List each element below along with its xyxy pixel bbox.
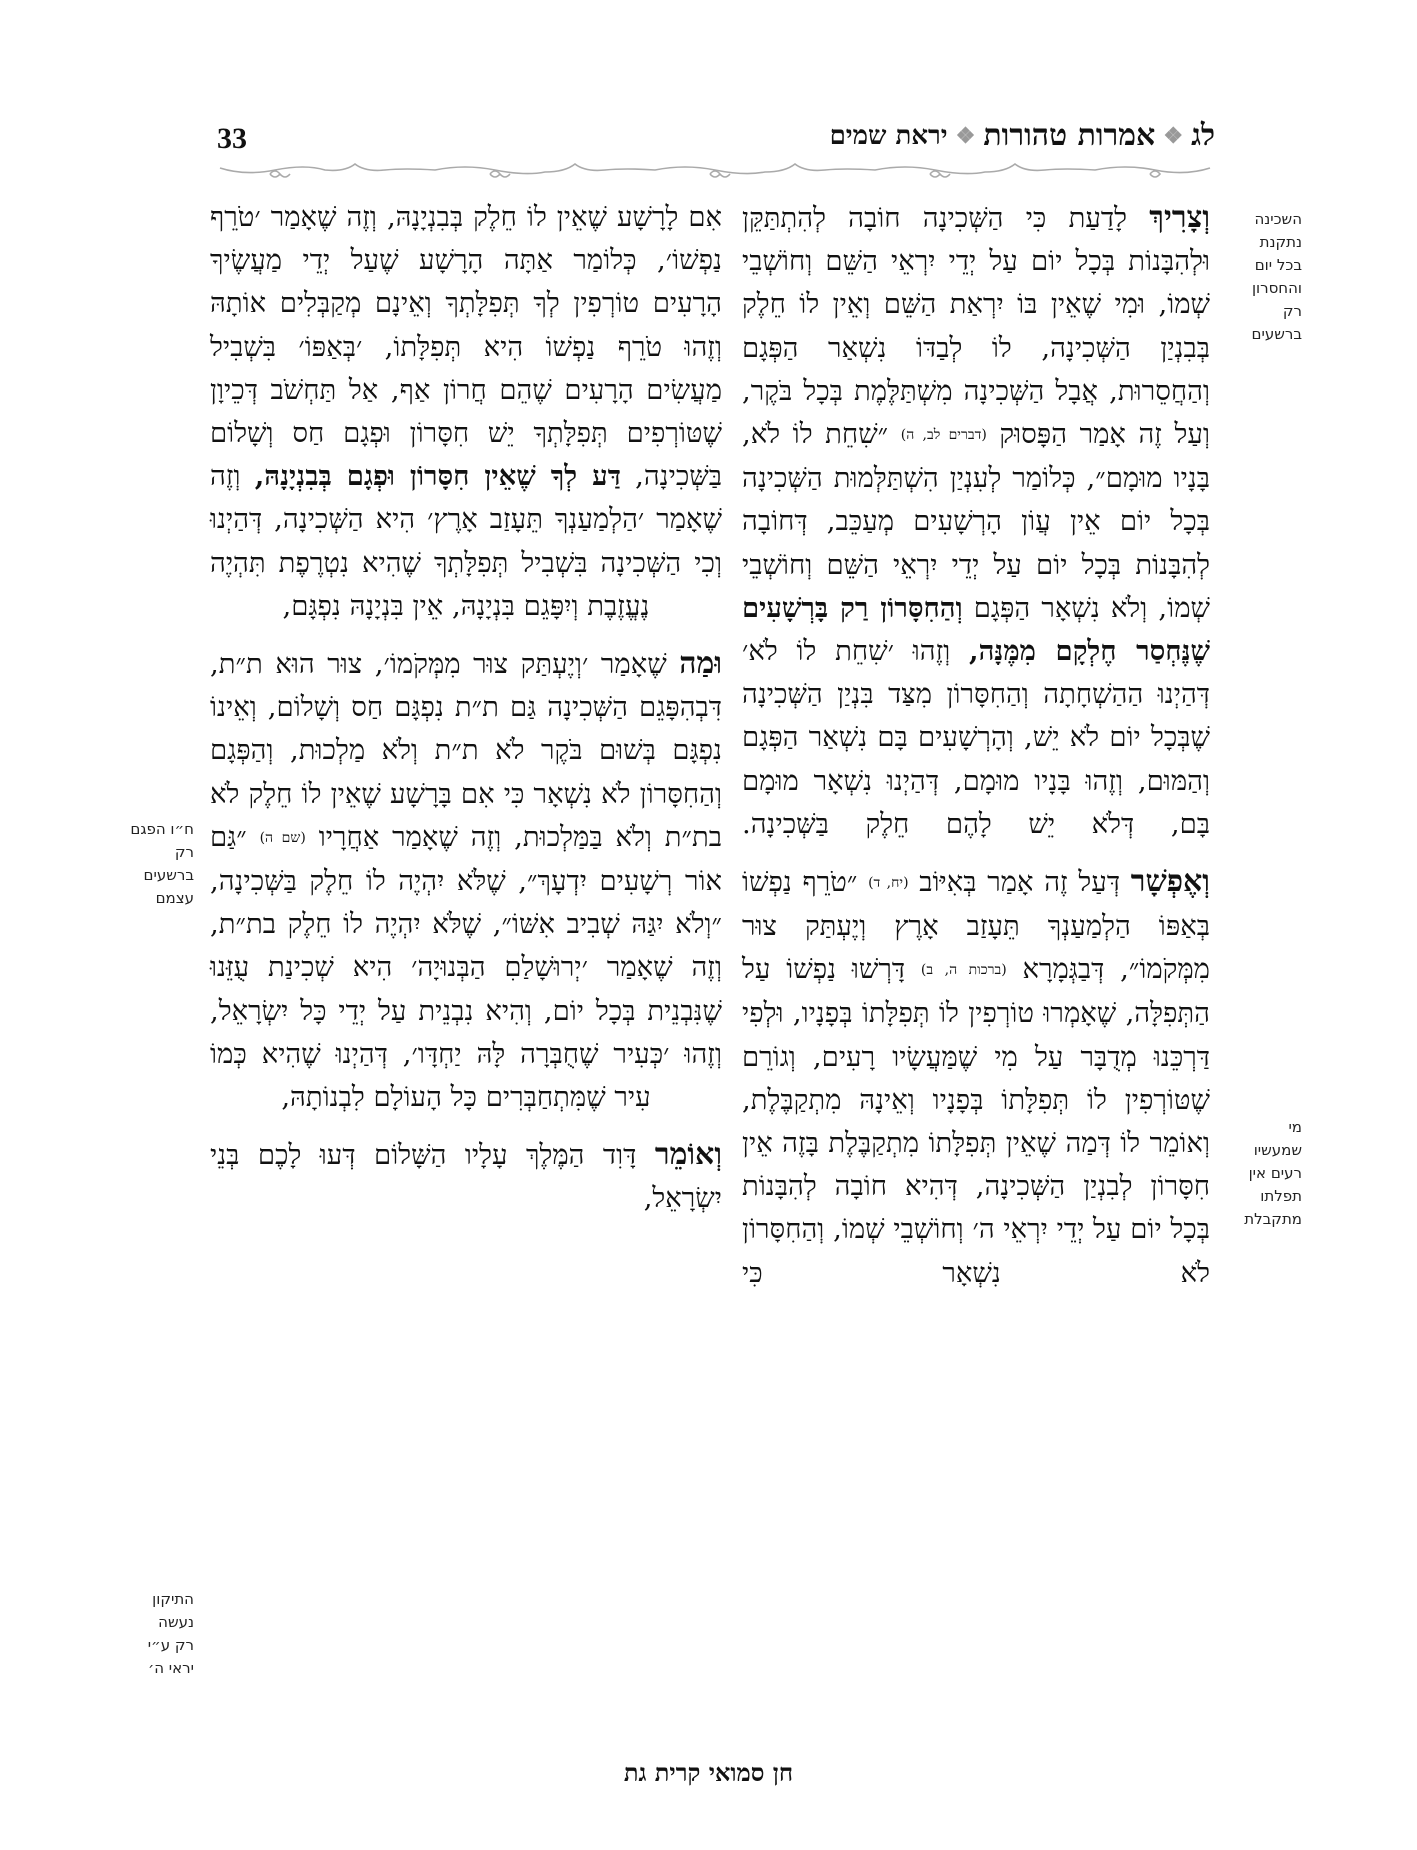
paragraph-lead-word: וְאֶפְשָׁר bbox=[1130, 863, 1210, 899]
paragraph bbox=[210, 1133, 722, 1220]
page-header bbox=[205, 118, 1215, 158]
emphasized-phrase: דַּע לְךָ שֶׁאֵין חִסָּרוֹן וּפְגָם בְּבִנְיָנָהּ, bbox=[254, 460, 621, 493]
hebrew-page-number: לג bbox=[1191, 118, 1215, 153]
margin-note-line: רק bbox=[174, 843, 194, 861]
margin-note-line: ח״ו הפגם bbox=[130, 820, 194, 838]
paragraph bbox=[210, 642, 722, 1119]
paragraph-text: וְזֶה שֶׁאָמַר ׳הַלְמַעַנְךָ תֵּעָזַב אָרֶץ׳ הִיא הַשְּׁכִינָה, דְּהַיְנוּ וְכִי הַשְּׁכִינָה בִּשְׁבִיל תְּפִלָּתְךָ שֶׁהִיא נִטְרֶפֶת תִּהְיֶה נֶעֱזֶבֶת וְיִפָּגֵם בִּנְיָנָהּ, אֵין בִּנְיָנָהּ נִפְגָּם, bbox=[210, 460, 722, 622]
margin-note-line: רעים אין bbox=[1248, 1164, 1302, 1182]
margin-note-line: שמעשיו bbox=[1253, 1141, 1302, 1159]
main-column-right bbox=[742, 196, 1210, 1309]
margin-note-line: רק ע״י bbox=[147, 1636, 194, 1654]
margin-note bbox=[1220, 1116, 1302, 1231]
source-reference: (שם ה) bbox=[259, 829, 306, 846]
margin-note-line: מתקבלת bbox=[1244, 1210, 1302, 1228]
margin-note-line: והחסרון bbox=[1251, 279, 1302, 297]
margin-note bbox=[100, 1588, 194, 1680]
book-title: אמרות טהורות bbox=[983, 118, 1156, 153]
margin-note-line: נתקנת bbox=[1259, 233, 1302, 251]
margin-note-line: רק bbox=[1282, 302, 1302, 320]
paragraph-text: אִם לָרָשָׁע שֶׁאֵין לוֹ חֵלֶק בְּבִנְיָנָהּ, וְזֶה שֶׁאָמַר ׳טֹרֵף נַפְשׁוֹ׳, כְּלוֹמַר אַתָּה הָרָשָׁע שֶׁעַל יְדֵי מַעֲשֶׂיךָ הָרָעִים טוֹרְפִין לְךָ תְּפִלָּתְךָ וְאֵינָם מְקַבְּלִים אוֹתָהּ וְזֶהוּ טֹרֵף נַפְשׁוֹ הִיא תְּפִלָּתוֹ, ׳בְּאַפּוֹ׳ בִּשְׁבִיל מַעֲשִׂים הָרָעִים שֶׁהֵם חֲרוֹן אַף, אַל תַּחְשֹׁב דְּכֵיוָן שֶׁטּוֹרְפִים תְּפִלָּתְךָ יֵשׁ חִסָּרוֹן וּפְגָם חַס וְשָׁלוֹם בַּשְּׁכִינָה, bbox=[210, 201, 722, 493]
margin-note-line: עצמם bbox=[155, 889, 194, 907]
ornament-icon: ❖ bbox=[955, 122, 976, 149]
main-column-left bbox=[210, 196, 722, 1235]
section-title: יראת שמים bbox=[829, 120, 948, 151]
paragraph-text: דְּעַל זֶה אָמַר בְּאִיּוֹב bbox=[919, 865, 1121, 898]
paragraph-lead-word: וּמַה bbox=[679, 646, 722, 682]
ornament-icon: ❖ bbox=[1163, 122, 1184, 149]
margin-note-line: מי bbox=[1288, 1118, 1302, 1136]
margin-note-line: בכל יום bbox=[1254, 256, 1302, 274]
margin-note-line: נעשה bbox=[158, 1613, 194, 1631]
paragraph-text: ״טֹרֵף נַפְשׁוֹ בְּאַפּוֹ הַלְמַעַנְךָ תֵּעָזַב אָרֶץ וְיֶעְתַּק צוּר מִמְּקֹמוֹ״, דְּבַגְּמָרָא bbox=[742, 865, 1210, 986]
running-title bbox=[830, 118, 1215, 153]
decorative-border-icon bbox=[215, 160, 1215, 182]
source-reference: (דברים לב, ה) bbox=[900, 426, 987, 443]
paragraph-text: וְזֶהוּ ׳שִׁחֵת לוֹ לֹא׳ דְּהַיְנוּ הַהַשְׁחָתָה וְהַחִסָּרוֹן מִצַּד בִּנְיַן הַשְּׁכִינָה שֶׁבְּכָל יוֹם לֹא יֵשׁ, וְהָרְשָׁעִים בָּם נִשְׁאַר הַפְּגָם וְהַמּוּם, וְזֶהוּ בָּנָיו מוּמָם, דְּהַיְנוּ נִשְׁאָר מוּמָם בָּם, דְּלֹא יֵשׁ לָהֶם חֵלֶק בַּשְּׁכִינָה. bbox=[742, 634, 1210, 840]
paragraph-text: לָדַעַת כִּי הַשְּׁכִינָה חוֹבָה לְהִתְתַּקֵּן וּלְהִבָּנוֹת בְּכָל יוֹם עַל יְדֵי יִרְאֵי הַשֵּׁם וְחוֹשְׁבֵי שְׁמוֹ, וּמִי שֶׁאֵין בּוֹ יִרְאַת הַשֵּׁם וְאֵין לוֹ חֵלֶק בְּבִנְיַן הַשְּׁכִינָה, לוֹ לְבַדּוֹ נִשְׁאַר הַפְּגָם וְהַחֲסֵרוּת, אֲבָל הַשְּׁכִינָה מִשְׁתַּלֶּמֶת בְּכָל בֹּקֶר, וְעַל זֶה אָמַר הַפָּסוּק bbox=[742, 202, 1211, 451]
source-reference: (ברכות ה, ב) bbox=[920, 962, 1007, 979]
paragraph-text: ״שִׁחֵת לוֹ לֹא, בָּנָיו מוּמָם״, כְּלוֹמַר לְעִנְיַן הִשְׁתַּלְּמוּת הַשְּׁכִינָה בְּכָל יוֹם אֵין עֲוֹן הָרְשָׁעִים מְעַכֵּב, דְּחוֹבָה לְהִבָּנוֹת בְּכָל יוֹם עַל יְדֵי יִרְאֵי הַשֵּׁם וְחוֹשְׁבֵי שְׁמוֹ, וְלֹא נִשְׁאָר הַפְּגָם bbox=[742, 418, 1210, 624]
margin-note-line: תפלתו bbox=[1260, 1187, 1302, 1205]
paragraph-text: שֶׁאָמַר ׳וְיֶעְתַּק צוּר מִמְּקֹמוֹ׳, צוּר הוּא ת״ת, דִּבְהִפָּגֵם הַשְּׁכִינָה גַּם ת״ת נִפְגָּם חַס וְשָׁלוֹם, וְאֵינוֹ נִפְגָּם בְּשׁוּם בֹּקֶר לֹא ת״ת וְלֹא מַלְכוּת, וְהַפְּגָם וְהַחִסָּרוֹן לֹא נִשְׁאָר כִּי אִם בָּרָשָׁע שֶׁאֵין לוֹ חֵלֶק לֹא בת״ת וְלֹא בַּמַּלְכוּת, וְזֶה שֶׁאָמַר אַחֲרָיו bbox=[210, 648, 722, 853]
paragraph-lead-word: וְצָרִיךְ bbox=[1149, 200, 1210, 235]
page-footer: חן סמואי קרית גת bbox=[623, 1758, 794, 1787]
paragraph-text: ״גַּם אוֹר רְשָׁעִים יִדְעָךְ״, שֶׁלֹּא יִהְיֶה לוֹ חֵלֶק בַּשְּׁכִינָה, ״וְלֹא יִגַּהּ שְׁבִיב אִשּׁוֹ״, שֶׁלֹּא יִהְיֶה לוֹ חֵלֶק בת״ת, וְזֶה שֶׁאָמַר ׳יְרוּשָׁלַםִ הַבְּנוּיָה׳ הִיא שְׁכִינַת עֻזֵּנוּ שֶׁנִּבְנֵית בְּכָל יוֹם, וְהִיא נִבְנֵית עַל יְדֵי כָּל יִשְׂרָאֵל, וְזֶהוּ ׳כְּעִיר שֶׁחֻבְּרָה לָּהּ יַחְדָּו׳, דְּהַיְנוּ שֶׁהִיא כְּמוֹ עִיר שֶׁמִּתְחַבְּרִים כָּל הָעוֹלָם לִבְנוֹתָהּ, bbox=[210, 820, 722, 1113]
page-number: 33 bbox=[217, 122, 247, 155]
margin-note-line: ברשעים bbox=[1251, 325, 1302, 343]
paragraph-text: דָּוִד הַמֶּלֶךְ עָלָיו הַשָּׁלוֹם דְּעוּ לָכֶם בְּנֵי יִשְׂרָאֵל, bbox=[210, 1139, 722, 1215]
margin-note-line: התיקון bbox=[152, 1590, 194, 1608]
source-reference: (יח, ד) bbox=[868, 874, 909, 891]
emphasized-phrase: וְהַחִסָּרוֹן רַק בָּרְשָׁעִים שֶׁנֶּחְסַר חֶלְקָם מִמֶּנָּה, bbox=[742, 591, 1210, 667]
paragraph-lead-word: וְאוֹמֵר bbox=[654, 1137, 722, 1173]
margin-note bbox=[100, 818, 194, 910]
margin-note-line: יראי ה׳ bbox=[147, 1659, 194, 1677]
paragraph-text: דָּרְשׁוּ נַפְשׁוֹ עַל הַתְּפִלָּה, שֶׁאָמְרוּ טוֹרְפִין לוֹ תְּפִלָּתוֹ בְּפָנָיו, וּלְפִי דַּרְכֵּנוּ מְדֻבָּר עַל מִי שֶׁמַּעֲשָׂיו רָעִים, וְגוֹרֵם שֶׁטּוֹרְפִין לוֹ תְּפִלָּתוֹ בְּפָנָיו וְאֵינָהּ מִתְקַבֶּלֶת, וְאוֹמֵר לוֹ דְּמַה שֶׁאֵין תְּפִלָּתוֹ מִתְקַבֶּלֶת בָּזֶה אֵין חִסָּרוֹן לְבִנְיַן הַשְּׁכִינָה, דְּהִיא חוֹבָה לְהִבָּנוֹת בְּכָל יוֹם עַל יְדֵי יִרְאֵי ה׳ וְחוֹשְׁבֵי שְׁמוֹ, וְהַחִסָּרוֹן לֹא נִשְׁאָר כִּי bbox=[742, 953, 1210, 1289]
margin-note bbox=[1220, 208, 1302, 346]
paragraph bbox=[742, 196, 1210, 846]
paragraph bbox=[742, 860, 1210, 1295]
margin-note-line: ברשעים bbox=[143, 866, 194, 884]
margin-note-line: השכינה bbox=[1254, 210, 1302, 228]
paragraph bbox=[210, 196, 722, 628]
